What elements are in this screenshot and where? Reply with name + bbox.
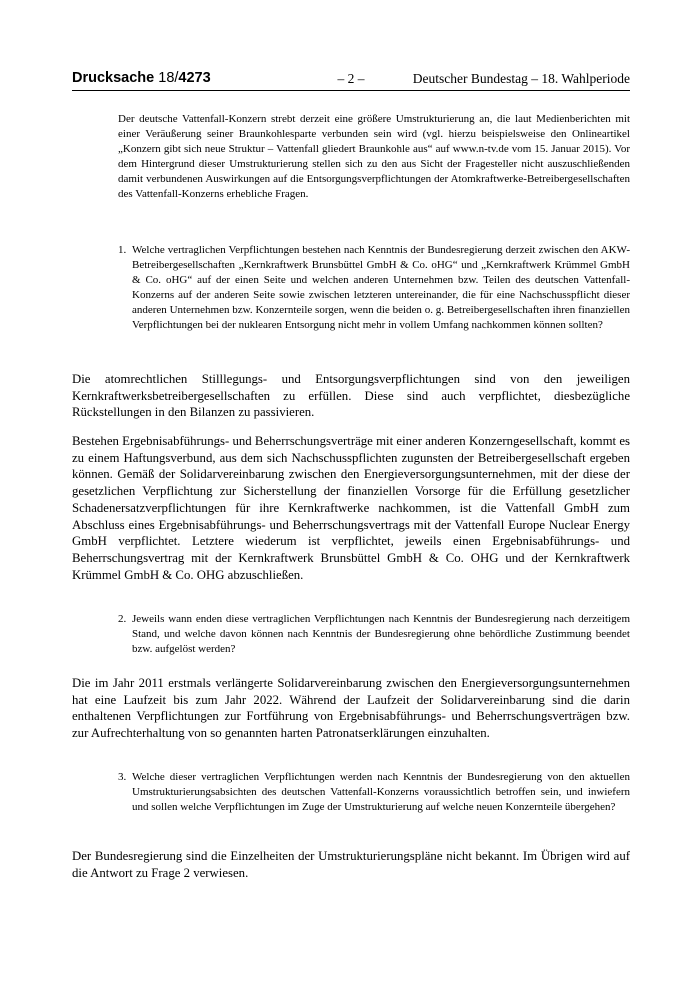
question-text: Jeweils wann enden diese vertraglichen Verpflichtungen nach Kenntnis der Bundesregierung nach derzeitigem Stand, und welche davon können nach Kenntnis der Bundesregierung ohne behördliche Zustimmung beendet bzw. aufgelöst werden? <box>132 613 630 656</box>
question-3 <box>118 770 630 815</box>
question-text: Welche dieser vertraglichen Verpflichtungen werden nach Kenntnis der Bundesregierung von den aktuellen Umstrukturierungsabsichten des deutschen Vattenfall-Konzerns voraussichtlich betroffen sein, und inwiefern und sollen welche Verpflichtungen im Zuge der Umstrukturierung auf welche neuen Konzernteile übergehen? <box>132 771 630 814</box>
page-header <box>72 70 630 91</box>
answer-3-paragraph-1: Der Bundesregierung sind die Einzelheiten der Umstrukturierungspläne nicht bekannt. Im Übrigen wird auf die Antwort zu Frage 2 verwiesen. <box>72 849 630 880</box>
intro-paragraph: Der deutsche Vattenfall-Konzern strebt derzeit eine größere Umstrukturierung an, die laut Medienberichten mit einer Veräußerung seiner Braunkohlesparte verbunden sein wird (vgl. hierzu beispielsweise den Onlineartikel „Konzern gibt sich neue Struktur – Vattenfall gliedert Braunkohle aus“ auf www.n-tv.de vom 15. Januar 2015). Vor dem Hintergrund dieser Umstrukturierung stellen sich zu den aus Sicht der Fragesteller nicht auszuschließenden damit verbundenen Auswirkungen auf die Entsorgungsverpflichtungen der Atomkraftwerke-Betreibergesellschaften des Vattenfall-Konzerns erhebliche Fragen. <box>118 113 630 201</box>
document-number-prefix: 18/ <box>158 70 179 86</box>
question-1 <box>118 243 630 334</box>
document-number-value: 4273 <box>178 70 211 86</box>
question-number: 1. <box>118 244 127 256</box>
document-label: Drucksache <box>72 70 155 86</box>
question-number: 3. <box>118 771 127 783</box>
question-number: 2. <box>118 613 127 625</box>
question-2 <box>118 612 630 657</box>
answer-2-paragraph-1: Die im Jahr 2011 erstmals verlängerte Solidarvereinbarung zwischen den Energieversorgungsunternehmen hat eine Laufzeit bis zum Jahr 2022. Während der Laufzeit der Solidarvereinbarung sind die darin enthaltenen Verpflichtungen zur Fortführung von Ergebnisabführungs- und Beherrschungsverträgen bzw. zur Aufrechterhaltung von so genannten harten Patronatserklärungen einzuhalten. <box>72 676 630 741</box>
answer-1-paragraph-2: Bestehen Ergebnisabführungs- und Beherrschungsverträge mit einer anderen Konzerngesellschaft, kommt es zu einem Haftungsverbund, aus dem sich Nachschusspflichten zugunsten der Betreibergesellschaft ergeben können. Gemäß der Solidarvereinbarung zwischen den Energieversorgungsunternehmen, mit der diese der gesetzlichen Verpflichtung zur Sicherstellung der finanziellen Vorsorge für die Erfüllung gesetzlicher Schadenersatzverpflichtungen für ihre Kernkraftwerke nachkommen, ist die Vattenfall GmbH zum Abschluss eines Ergebnisabführungs- und Beherrschungsvertrags mit der Vattenfall Europe Nuclear Energy GmbH verpflichtet. Letztere wiederum ist verpflichtet, jeweils einen Ergebnisabführungs- und Beherrschungsvertrag mit der Kernkraftwerk Brunsbüttel GmbH & Co. OHG und der Kernkraftwerk Krümmel GmbH & Co. OHG abzuschließen. <box>72 434 630 582</box>
parliament-label: Deutscher Bundestag – 18. Wahlperiode <box>412 71 630 86</box>
question-text: Welche vertraglichen Verpflichtungen bestehen nach Kenntnis der Bundesregierung derzeit zwischen den AKW-Betreibergesellschaften „Kernkraftwerk Brunsbüttel GmbH & Co. oHG“ und „Kernkraftwerk Krümmel GmbH & Co. oHG“ auf der einen Seite und welchen anderen Unternehmen bzw. Teilen des deutschen Vattenfall-Konzerns auf der anderen Seite sowie zwischen letzteren untereinander, die für eine Nachschusspflicht dieser anderen Unternehmen bzw. Konzernteile sorgen, wenn die beiden o. g. Betreibergesellschaften ihren finanziellen Verpflichtungen bei der nuklearen Entsorgung nicht mehr in vollem Umfang nachkommen können sollten? <box>132 244 630 332</box>
answer-1-paragraph-1: Die atomrechtlichen Stilllegungs- und Entsorgungsverpflichtungen sind von den jeweiligen Kernkraftwerksbetreibergesellschaften zu erfüllen. Diese sind auch verpflichtet, diesbezügliche Rückstellungen in den Bilanzen zu passivieren. <box>72 372 630 420</box>
page-number: – 2 – <box>337 71 365 86</box>
